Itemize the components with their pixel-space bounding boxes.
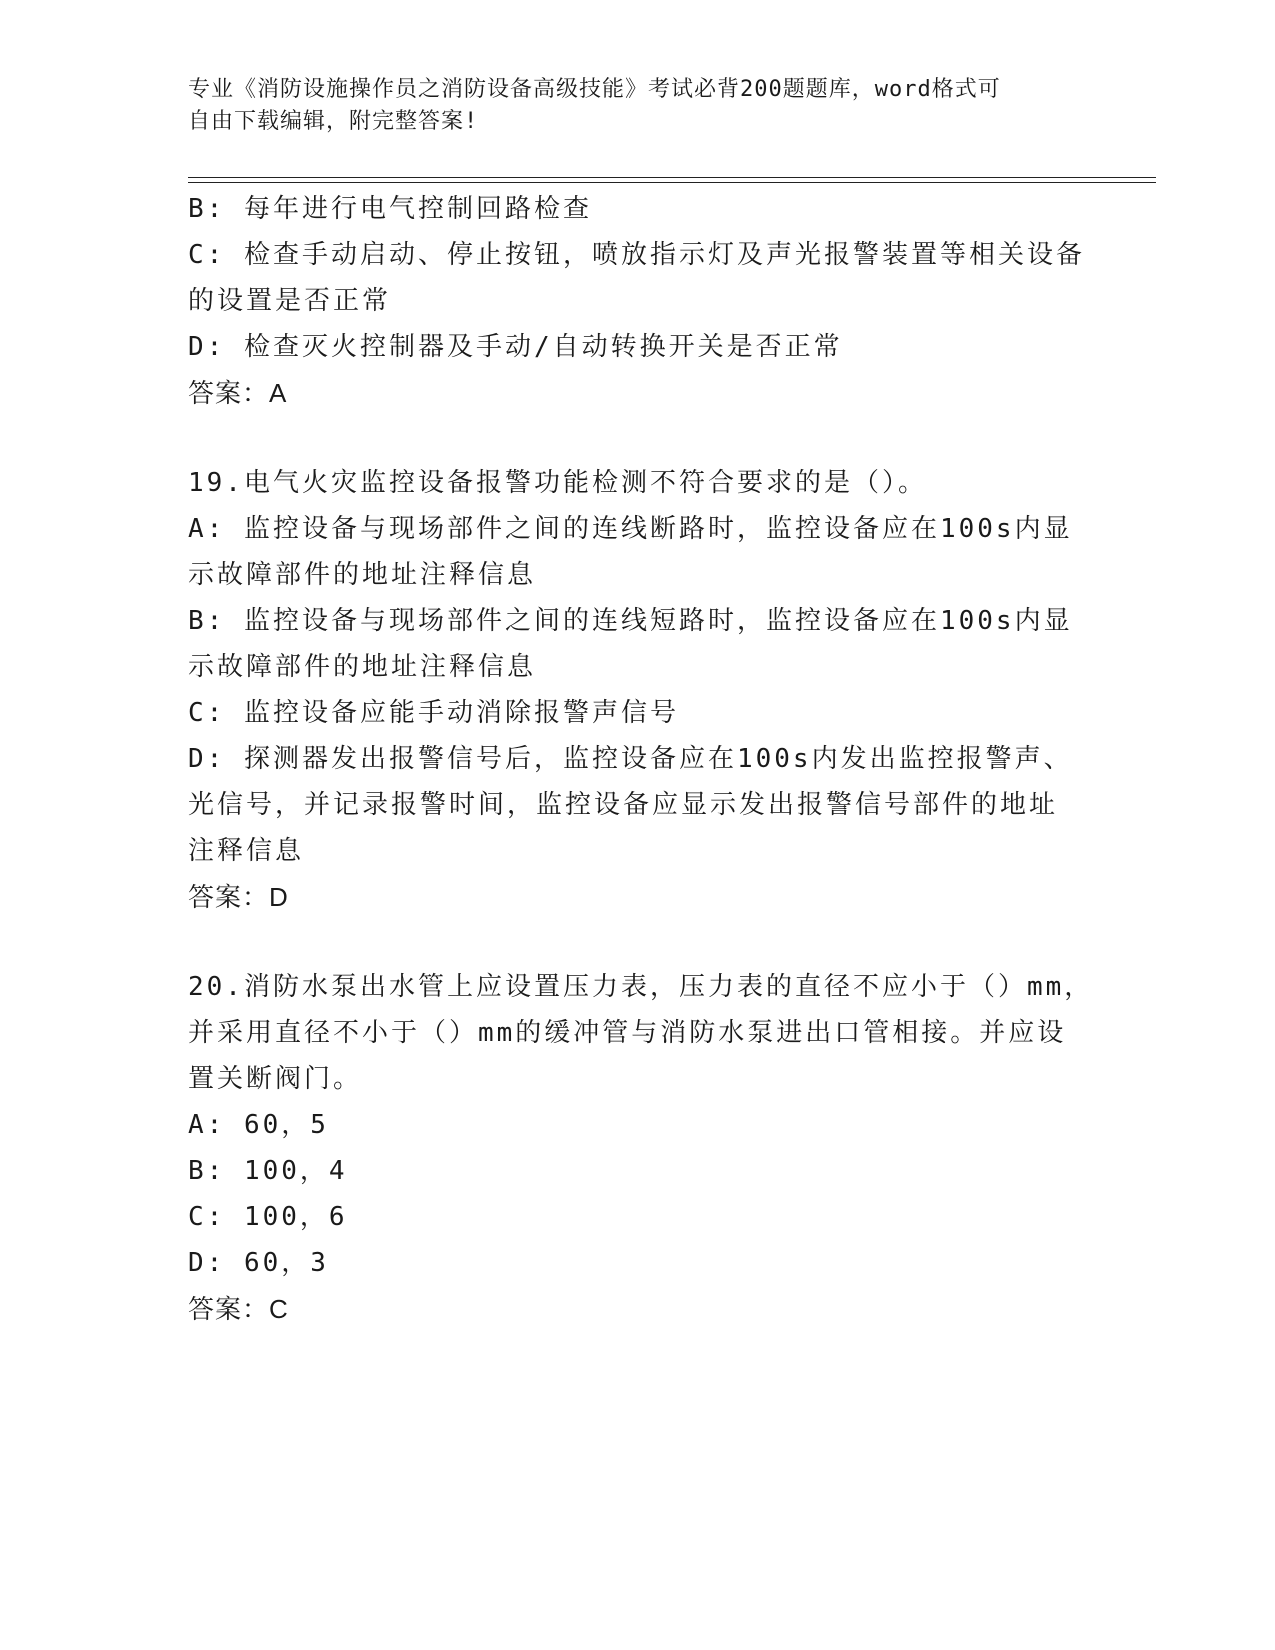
option-d-line-1: D: 探测器发出报警信号后，监控设备应在100s内发出监控报警声、 [188, 744, 1073, 774]
answer: 答案：A [188, 378, 288, 408]
answer: 答案：D [188, 882, 289, 912]
option-b-line-2: 示故障部件的地址注释信息 [188, 652, 537, 682]
option-d-line-2: 光信号，并记录报警时间，监控设备应显示发出报警信号部件的地址 [188, 790, 1059, 820]
header-divider-bottom [188, 182, 1156, 183]
header-divider-top [188, 177, 1156, 178]
option-d-line-3: 注释信息 [188, 836, 305, 866]
question-content [188, 186, 1094, 1332]
question-20-text-line-2: 并采用直径不小于（）mm的缓冲管与消防水泵进出口管相接。并应设 [188, 1018, 1067, 1048]
header-title-line-1: 专业《消防设施操作员之消防设备高级技能》考试必背200题题库，word格式可 [188, 77, 1001, 102]
option-c: C: 监控设备应能手动消除报警声信号 [188, 698, 679, 728]
option-a-line-1: A: 监控设备与现场部件之间的连线断路时，监控设备应在100s内显 [188, 514, 1073, 544]
option-b: B: 每年进行电气控制回路检查 [188, 194, 592, 224]
question-20-block [188, 964, 1094, 1332]
option-a: A: 60，5 [188, 1110, 329, 1140]
option-b: B: 100，4 [188, 1156, 348, 1186]
question-20-text-line-3: 置关断阀门。 [188, 1064, 363, 1094]
header-title-line-2: 自由下载编辑，附完整答案! [188, 109, 479, 134]
previous-question-block [188, 186, 1088, 416]
spacer [188, 920, 1088, 964]
question-20-text-line-1: 20.消防水泵出水管上应设置压力表，压力表的直径不应小于（）mm， [188, 972, 1094, 1002]
option-d: D: 检查灭火控制器及手动/自动转换开关是否正常 [188, 332, 843, 362]
option-b-line-1: B: 监控设备与现场部件之间的连线短路时，监控设备应在100s内显 [188, 606, 1073, 636]
option-c-line-2: 的设置是否正常 [188, 286, 392, 316]
option-a-line-2: 示故障部件的地址注释信息 [188, 560, 537, 590]
document-header [188, 74, 1088, 138]
answer: 答案：C [188, 1294, 289, 1324]
option-d: D: 60，3 [188, 1248, 329, 1278]
spacer [188, 416, 1088, 460]
option-c-line-1: C: 检查手动启动、停止按钮，喷放指示灯及声光报警装置等相关设备 [188, 240, 1085, 270]
question-19-block [188, 460, 1088, 920]
question-19-text: 19.电气火灾监控设备报警功能检测不符合要求的是（）。 [188, 468, 927, 498]
option-c: C: 100，6 [188, 1202, 348, 1232]
